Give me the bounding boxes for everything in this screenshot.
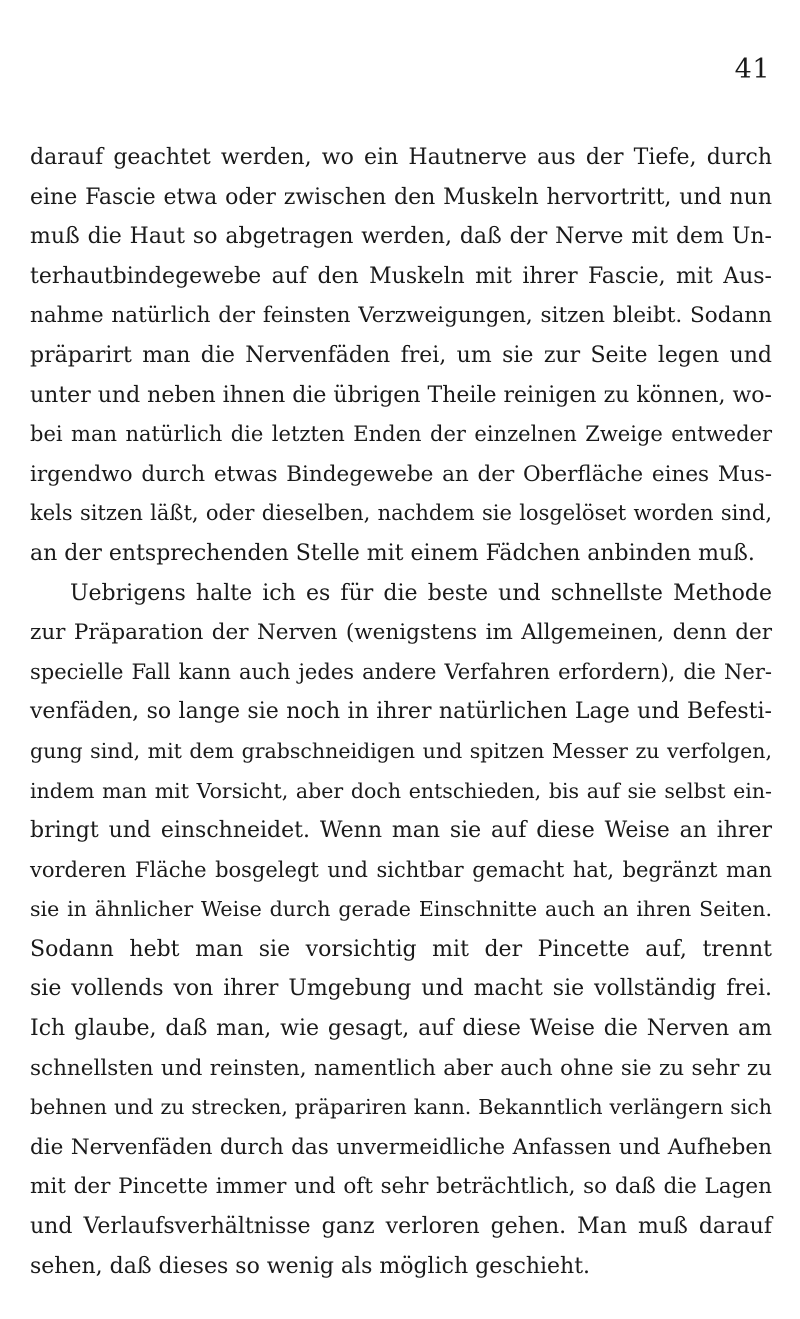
text-line: venfäden, so lange sie noch in ihrer natürlichen Lage und Befesti- <box>30 699 772 725</box>
text-line: muß die Haut so abgetragen werden, daß der Nerve mit dem Un- <box>30 224 772 250</box>
text-line: unter und neben ihnen die übrigen Theile reinigen zu können, wo- <box>30 382 772 408</box>
text-line: gung sind, mit dem grabschneidigen und spitzen Messer zu verfolgen, <box>30 738 772 763</box>
text-line: zur Präparation der Nerven (wenigstens im Allgemeinen, denn der <box>30 620 772 646</box>
text-line: sehen, daß dieses so wenig als möglich geschieht. <box>30 1253 591 1279</box>
text-line: kels sitzen läßt, oder dieselben, nachdem sie losgelöset worden sind, <box>30 501 772 526</box>
body-text <box>30 138 772 1286</box>
text-line: bei man natürlich die letzten Enden der einzelnen Zweige entweder <box>30 422 772 447</box>
text-line: terhautbindegewebe auf den Muskeln mit ihrer Fascie, mit Aus- <box>30 263 772 289</box>
text-line: Sodann hebt man sie vorsichtig mit der Pincette auf, trennt <box>30 936 772 962</box>
text-line: irgendwo durch etwas Bindegewebe an der Oberfläche eines Mus- <box>30 461 772 487</box>
text-line: Uebrigens halte ich es für die beste und schnellste Methode <box>70 580 772 606</box>
page-number: 41 <box>734 54 770 85</box>
text-line: mit der Pincette immer und oft sehr beträchtlich, so daß die Lagen <box>30 1174 772 1200</box>
text-line: bringt und einschneidet. Wenn man sie auf diese Weise an ihrer <box>30 818 772 844</box>
text-line: sie vollends von ihrer Umgebung und macht sie vollständig frei. <box>30 976 772 1002</box>
text-line: darauf geachtet werden, wo ein Hautnerve aus der Tiefe, durch <box>30 145 772 170</box>
text-line: Ich glaube, daß man, wie gesagt, auf diese Weise die Nerven am <box>30 1016 772 1042</box>
text-line: nahme natürlich der feinsten Verzweigungen, sitzen bleibt. Sodann <box>30 303 772 329</box>
text-line: präparirt man die Nervenfäden frei, um sie zur Seite legen und <box>30 342 772 368</box>
text-line: an der entsprechenden Stelle mit einem Fädchen anbinden muß. <box>30 540 755 566</box>
text-line: indem man mit Vorsicht, aber doch entschieden, bis auf sie selbst ein- <box>30 778 772 803</box>
text-line: behnen und zu strecken, präpariren kann. Bekanntlich verlängern sich <box>30 1095 772 1120</box>
text-line: eine Fascie etwa oder zwischen den Muskeln hervortritt, und nun <box>30 184 772 210</box>
text-line: vorderen Fläche bosgelegt und sichtbar gemacht hat, begränzt man <box>30 857 772 882</box>
text-line: sie in ähnlicher Weise durch gerade Einschnitte auch an ihren Seiten. <box>30 897 772 922</box>
text-line: specielle Fall kann auch jedes andere Verfahren erfordern), die Ner- <box>30 659 772 684</box>
text-line: und Verlaufsverhältnisse ganz verloren gehen. Man muß darauf <box>30 1214 772 1240</box>
text-line: die Nervenfäden durch das unvermeidliche Anfassen und Aufheben <box>30 1134 772 1160</box>
text-line: schnellsten und reinsten, namentlich aber auch ohne sie zu sehr zu <box>30 1055 772 1081</box>
